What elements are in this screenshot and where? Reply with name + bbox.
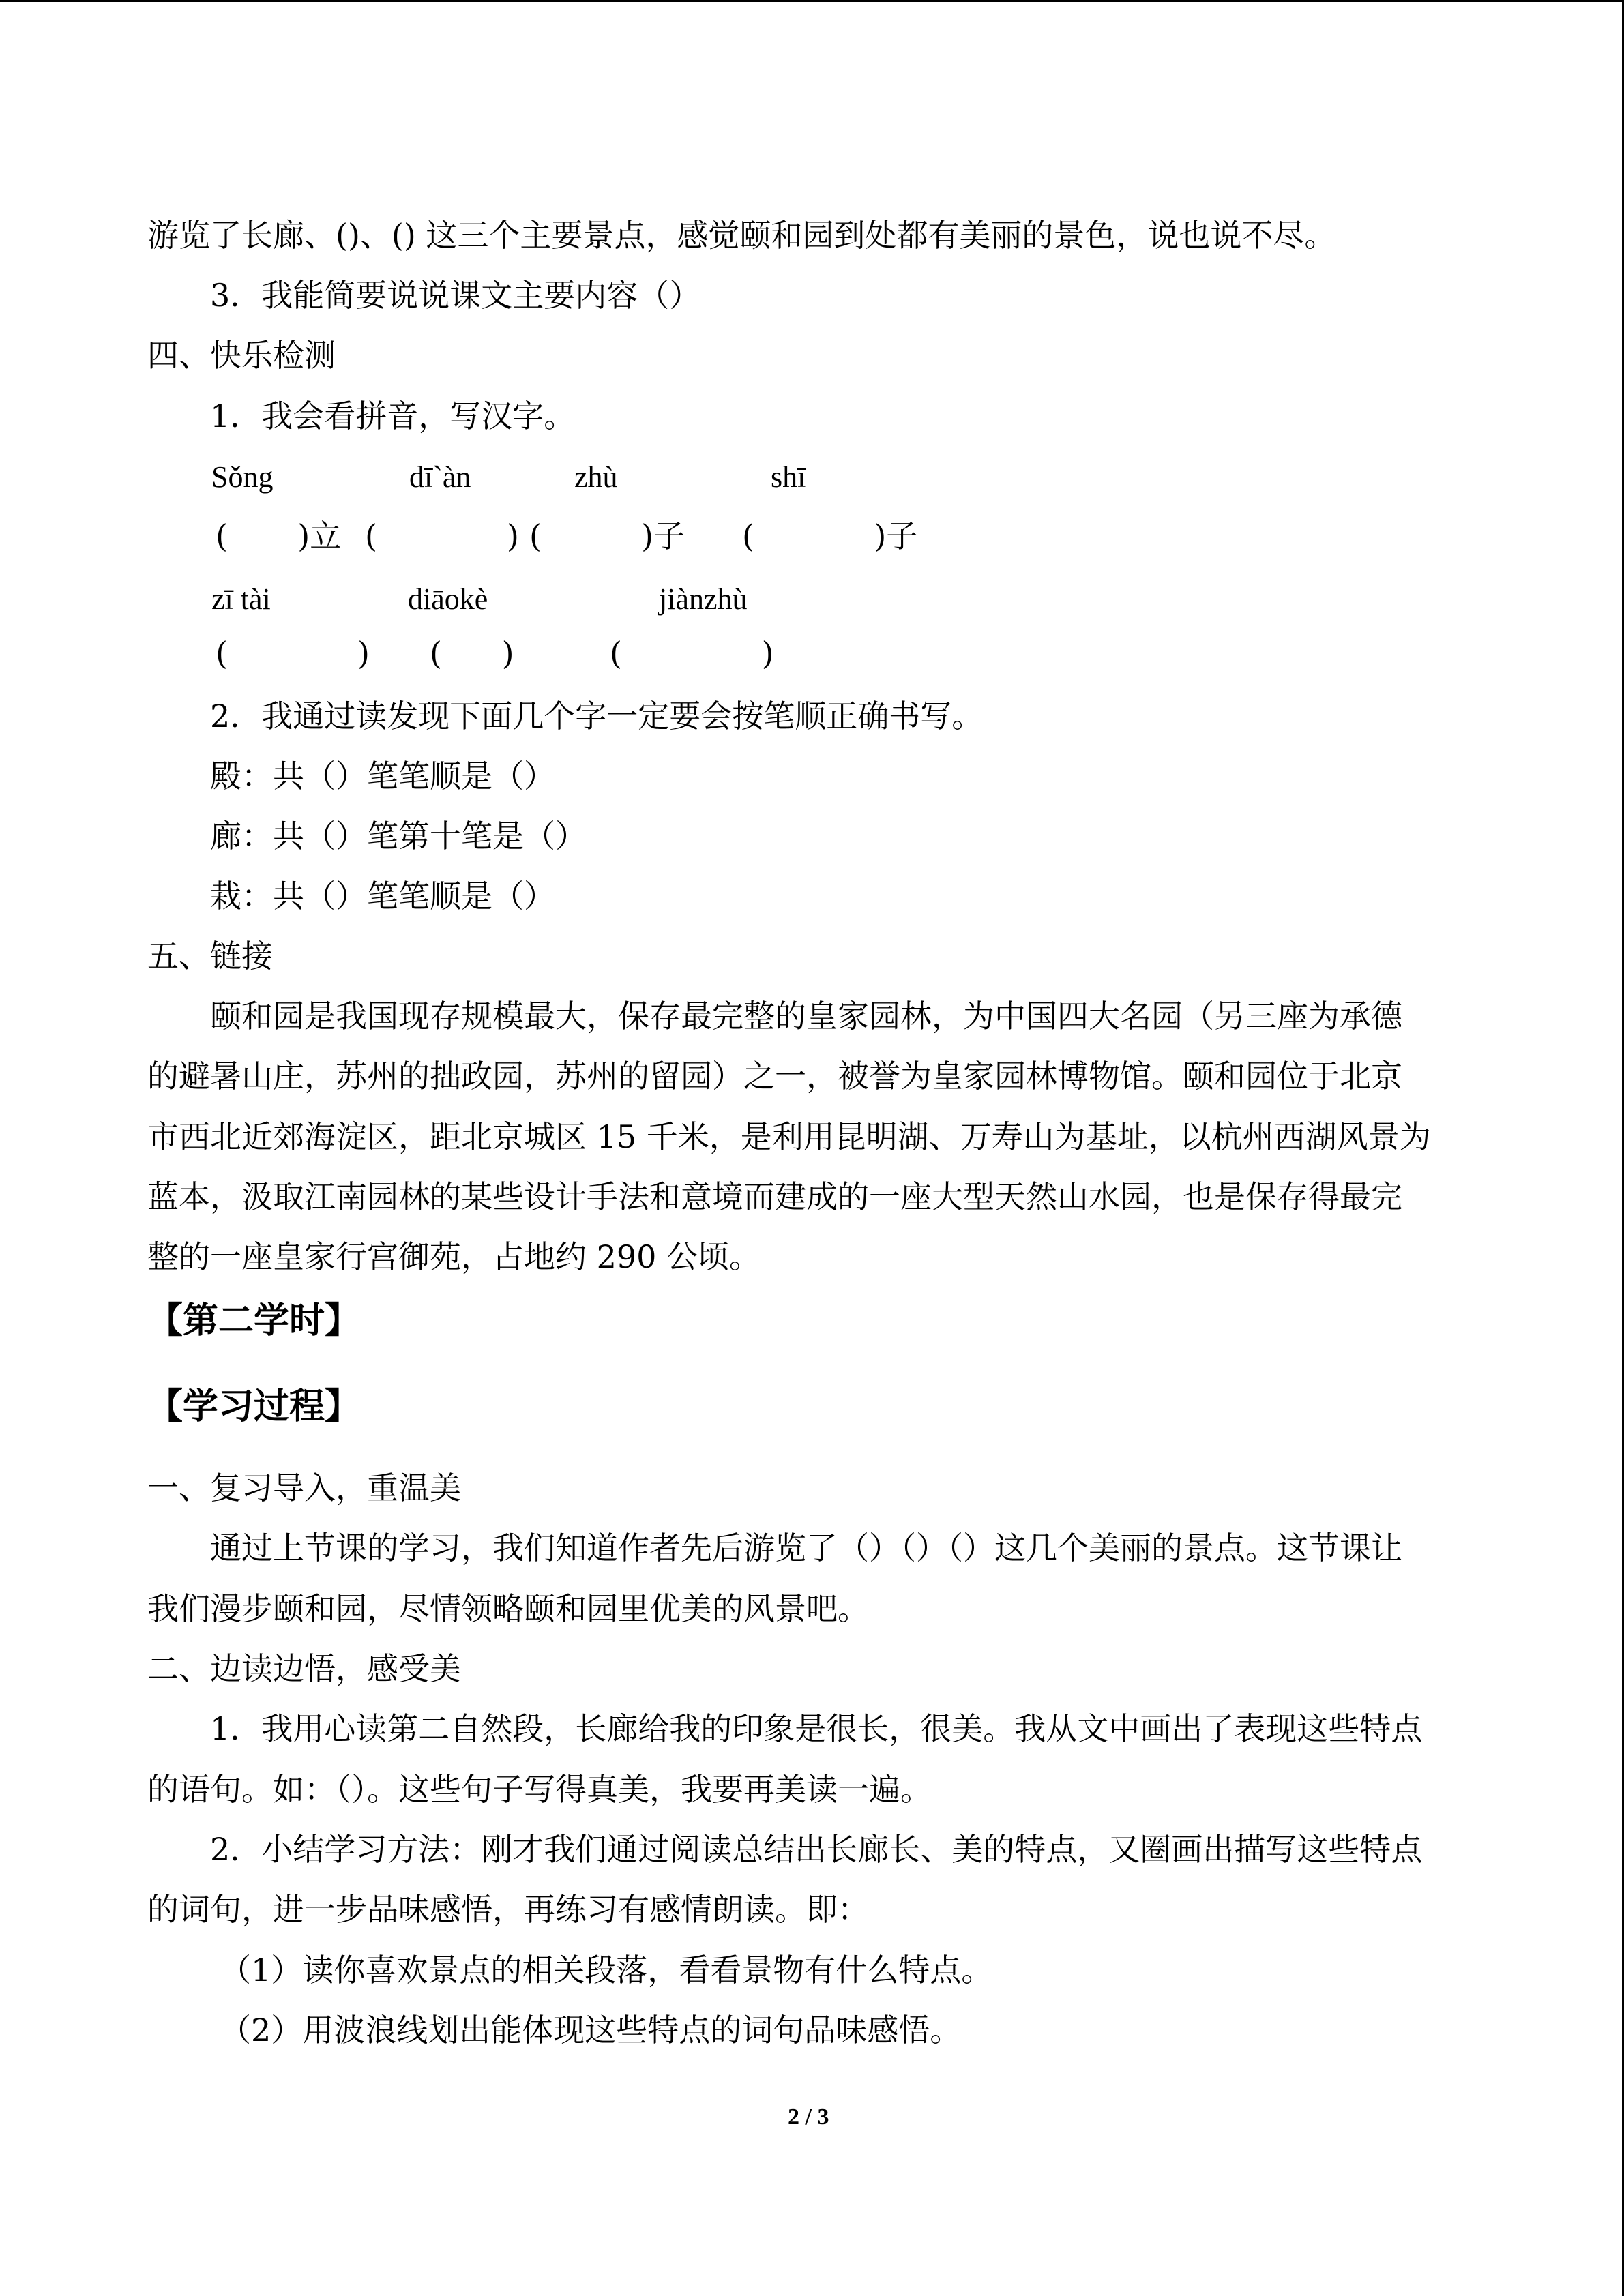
section-heading: 五、链接	[147, 938, 273, 974]
lesson-heading: 【第二学时】	[147, 1300, 361, 1341]
section-heading: 二、边读边悟，感受美	[147, 1650, 461, 1687]
text-line: 2．我通过读发现下面几个字一定要会按笔顺正确书写。	[210, 698, 984, 734]
page-border-top	[0, 0, 1624, 2]
list-item: （2）用波浪线划出能体现这些特点的词句品味感悟。	[220, 2012, 962, 2048]
pinyin-item: Sǒng	[211, 460, 274, 494]
pinyin-item: zhù	[574, 460, 618, 494]
paragraph-line: 的词句，进一步品味感悟，再练习有感情朗读。即：	[147, 1891, 869, 1928]
paragraph-line: 通过上节课的学习，我们知道作者先后游览了（）（）（）这几个美丽的景点。这节课让	[210, 1530, 1402, 1566]
paragraph-line: 1．我用心读第二自然段，长廊给我的印象是很长，很美。我从文中画出了表现这些特点	[210, 1710, 1423, 1747]
paragraph-line: 的语句。如：（）。这些句子写得真美，我要再美读一遍。	[147, 1771, 932, 1808]
pinyin-item: dī`àn	[409, 460, 471, 494]
pinyin-item: jiànzhù	[659, 582, 748, 616]
answer-blank: ( )	[610, 635, 774, 672]
section-heading: 四、快乐检测	[147, 337, 336, 374]
answer-blank: ( )立	[216, 518, 342, 554]
answer-blank: ( )	[430, 635, 514, 672]
section-heading: 一、复习导入，重温美	[147, 1470, 461, 1506]
text-line: 游览了长廊、()、() 这三个主要景点，感觉颐和园到处都有美丽的景色，说也说不尽。	[147, 217, 1336, 254]
list-item: （1）读你喜欢景点的相关段落，看看景物有什么特点。	[220, 1952, 993, 1988]
text-line: 栽：共（）笔笔顺是（）	[210, 878, 555, 914]
answer-blank: ( )	[216, 635, 370, 672]
pinyin-item: zī tài	[211, 582, 271, 616]
process-heading: 【学习过程】	[147, 1386, 361, 1427]
paragraph-line: 蓝本，汲取江南园林的某些设计手法和意境而建成的一座大型天然山水园，也是保存得最完	[147, 1178, 1402, 1215]
pinyin-item: shī	[771, 460, 806, 494]
text-line: 3．我能简要说说课文主要内容（）	[210, 277, 701, 314]
paragraph-line: 市西北近郊海淀区，距北京城区 15 千米，是利用昆明湖、万寿山为基址，以杭州西湖风景为	[147, 1118, 1431, 1155]
paragraph-line: 的避暑山庄，苏州的拙政园，苏州的留园）之一，被誉为皇家园林博物馆。颐和园位于北京	[147, 1058, 1402, 1094]
answer-blank: ( )子	[742, 518, 918, 554]
paragraph-line: 我们漫步颐和园，尽情领略颐和园里优美的风景吧。	[147, 1590, 869, 1627]
paragraph-line: 整的一座皇家行宫御苑，占地约 290 公顷。	[147, 1238, 761, 1275]
paragraph-line: 2．小结学习方法：刚才我们通过阅读总结出长廊长、美的特点，又圈画出描写这些特点	[210, 1831, 1423, 1868]
answer-blank: ( )子	[529, 518, 685, 554]
answer-blank: ( )	[365, 518, 519, 554]
text-line: 殿：共（）笔笔顺是（）	[210, 758, 555, 794]
text-line: 廊：共（）笔第十笔是（）	[210, 818, 587, 854]
text-line: 1．我会看拼音，写汉字。	[210, 398, 576, 434]
paragraph-line: 颐和园是我国现存规模最大，保存最完整的皇家园林，为中国四大名园（另三座为承德	[210, 998, 1402, 1034]
page-number: 2 / 3	[788, 2104, 829, 2130]
pinyin-item: diāokè	[408, 582, 488, 616]
